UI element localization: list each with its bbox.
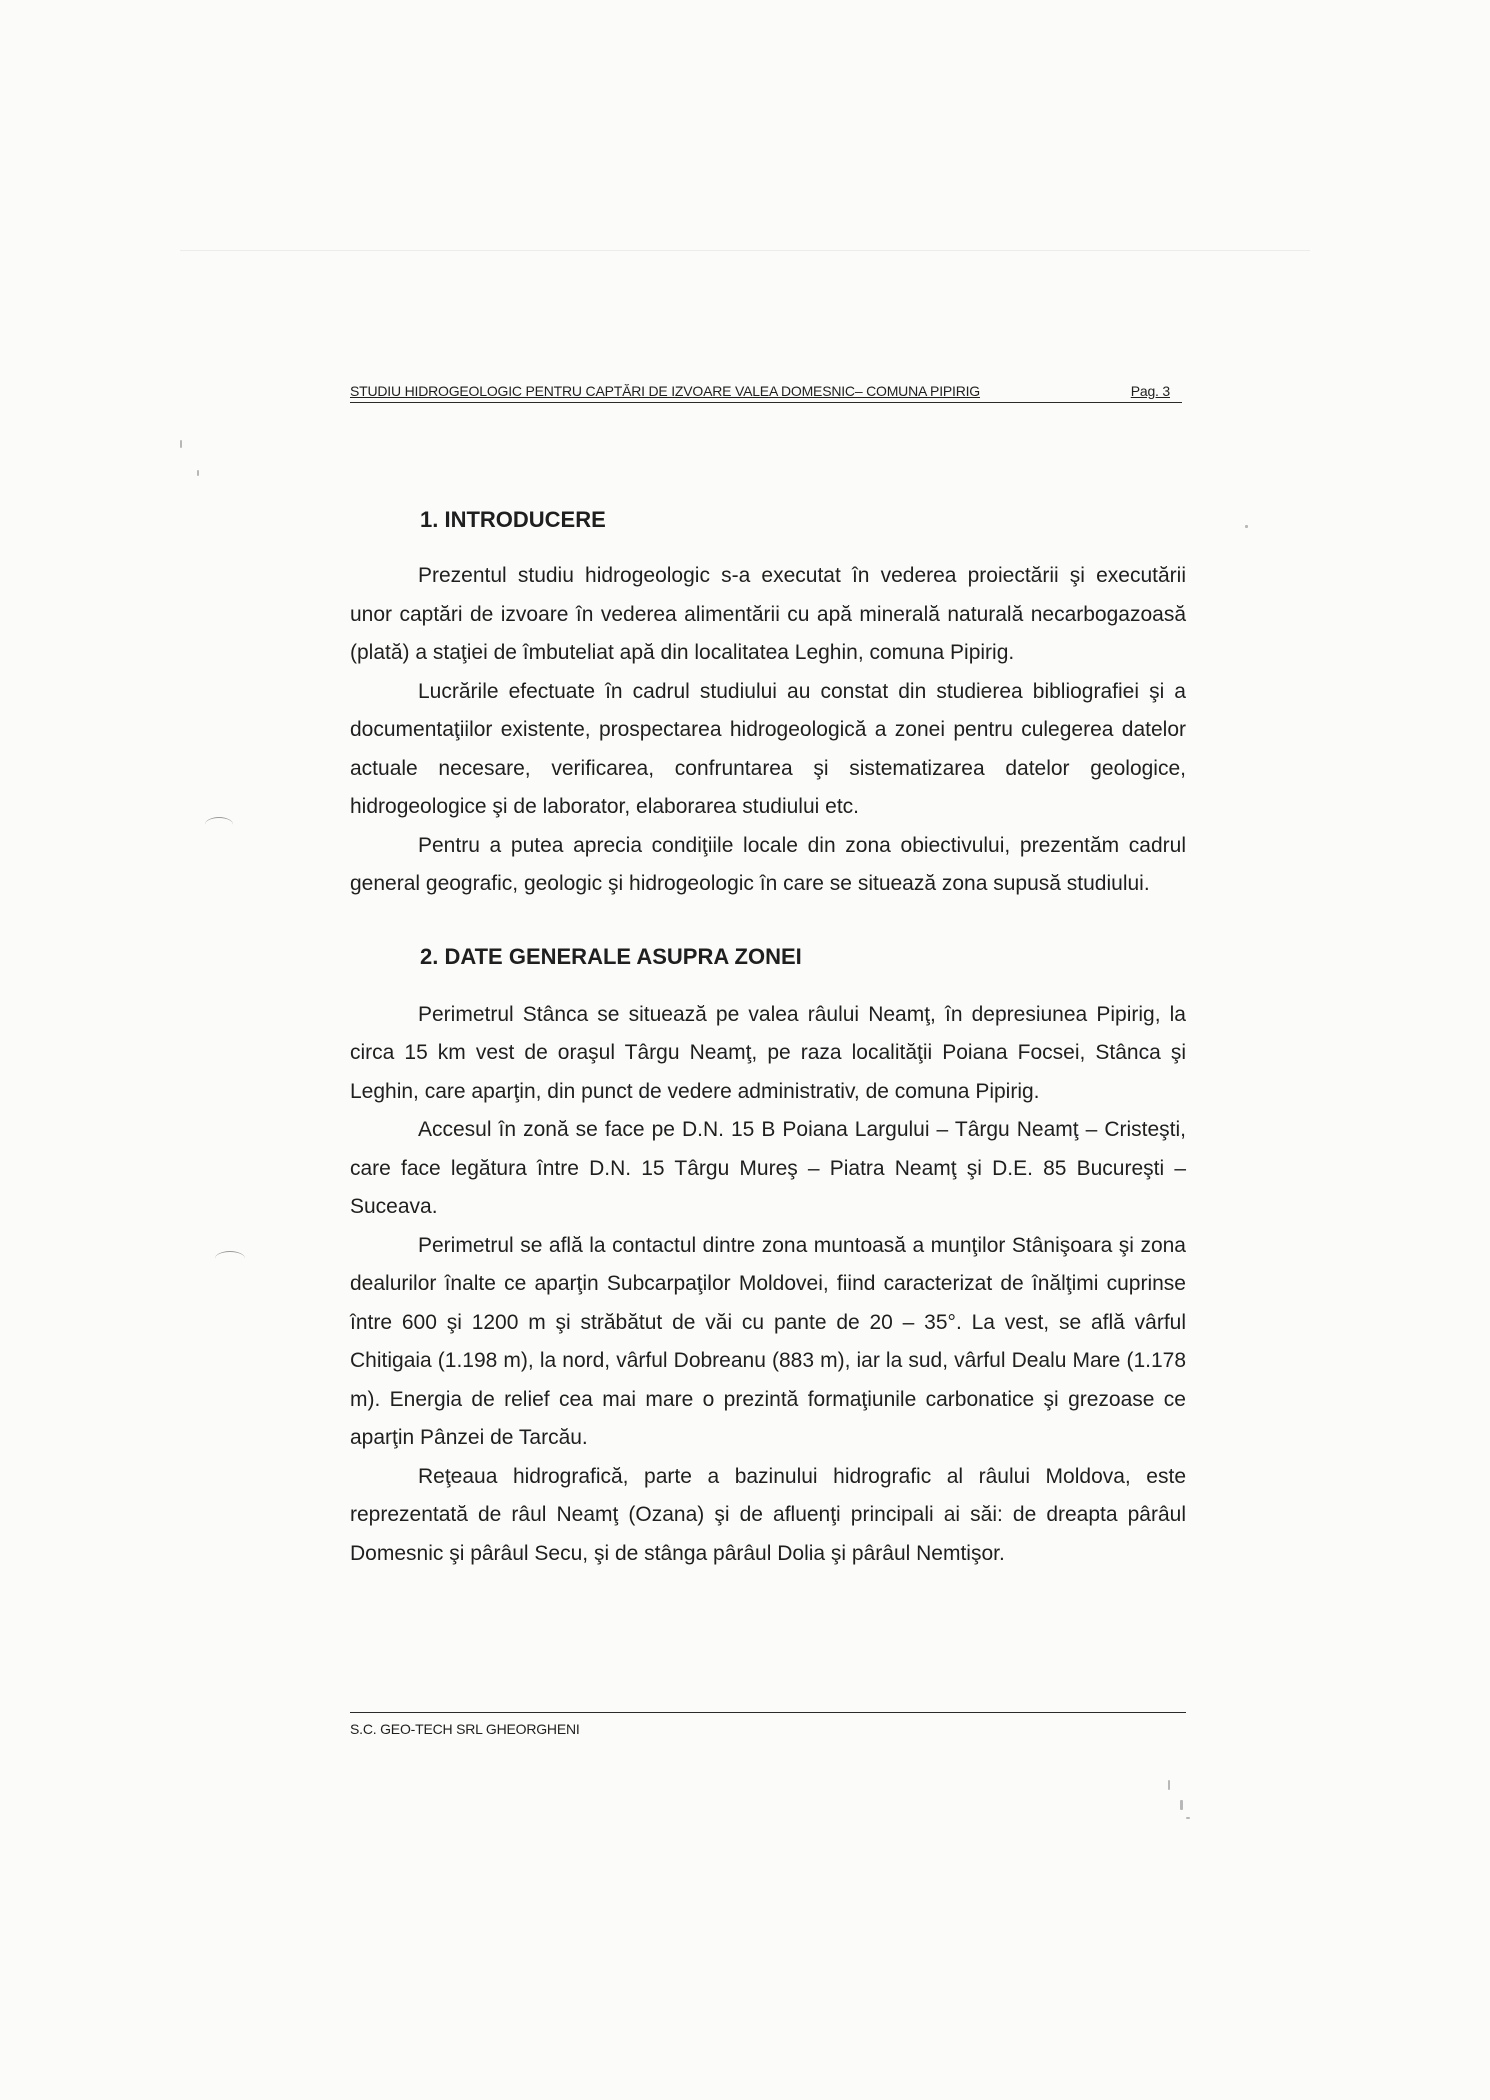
section-heading-introducere: 1. INTRODUCERE xyxy=(420,507,606,532)
scan-speck xyxy=(1168,1780,1170,1790)
scan-speck xyxy=(1245,525,1248,528)
paragraph: Reţeaua hidrografică, parte a bazinului hidrografic al râului Moldova, este reprezentată de râul Neamţ (Ozana) şi de afluenţi principali ai săi: de dreapta pârâul Domesnic şi pârâul Secu, şi de stânga pârâul Dolia şi pârâul Nemtişor. xyxy=(350,1464,1186,1565)
running-header-title: STUDIU HIDROGEOLOGIC PENTRU CAPTĂRI DE IZVOARE VALEA DOMESNIC– COMUNA PIPIRIG xyxy=(350,383,981,399)
scan-speck xyxy=(197,470,199,476)
scan-speck xyxy=(1180,1800,1183,1810)
footer-company: S.C. GEO-TECH SRL GHEORGHENI xyxy=(350,1721,580,1737)
paragraph: Prezentul studiu hidrogeologic s-a executat în vederea proiectării şi executării unor captări de izvoare în vederea alimentării cu apă minerală naturală necarbogazoasă (plată) a staţiei de îmbuteliat apă din localitatea Leghin, comuna Pipirig. xyxy=(350,564,1186,664)
page-number: Pag. 3 xyxy=(1130,383,1170,399)
document-body xyxy=(350,505,1186,1573)
scan-speck xyxy=(180,440,182,448)
scan-speck xyxy=(1186,1817,1190,1819)
footer-rule xyxy=(350,1712,1186,1713)
paragraph: Lucrările efectuate în cadrul studiului au constat din studierea bibliografiei şi a documentaţiilor existente, prospectarea hidrogeologică a zonei pentru culegerea datelor actuale necesare, verificarea, confruntarea şi sistematizarea datelor geologice, hidrogeologice şi de laborator, elaborarea studiului etc. xyxy=(350,679,1186,818)
section-heading-date-generale: 2. DATE GENERALE ASUPRA ZONEI xyxy=(420,943,802,969)
paragraph: Accesul în zonă se face pe D.N. 15 B Poiana Largului – Târgu Neamţ – Cristeşti, care face legătura între D.N. 15 Târgu Mureş – Piatra Neamţ şi D.E. 85 Bucureşti – Suceava. xyxy=(350,1118,1186,1218)
paragraph: Perimetrul se află la contactul dintre zona muntoasă a munţilor Stânişoara şi zona dealurilor înalte ce aparţin Subcarpaţilor Moldovei, fiind caracterizat de înălţimi cuprinse între 600 şi 1200 m şi străbătut de văi cu pante de 20 – 35°. La vest, se află vârful Chitigaia (1.198 m), la nord, vârful Dobreanu (883 m), iar la sud, vârful Dealu Mare (1.178 m). Energia de relief cea mai mare o prezintă formaţiunile carbonatice şi grezoase ce aparţin Pânzei de Tarcău. xyxy=(350,1233,1186,1449)
running-header xyxy=(350,380,1182,403)
punch-hole-mark xyxy=(215,1251,245,1266)
paragraph: Pentru a putea aprecia condiţiile locale din zona obiectivului, prezentăm cadrul general geografic, geologic şi hidrogeologic în care se situează zona supusă studiului. xyxy=(350,833,1186,895)
punch-hole-mark xyxy=(205,817,233,832)
paragraph: Perimetrul Stânca se situează pe valea râului Neamţ, în depresiunea Pipirig, la circa 15 km vest de oraşul Târgu Neamţ, pe raza localităţii Poiana Focsei, Stânca şi Leghin, care aparţin, din punct de vedere administrativ, de comuna Pipirig. xyxy=(350,1002,1186,1103)
scan-edge-line xyxy=(180,250,1310,251)
